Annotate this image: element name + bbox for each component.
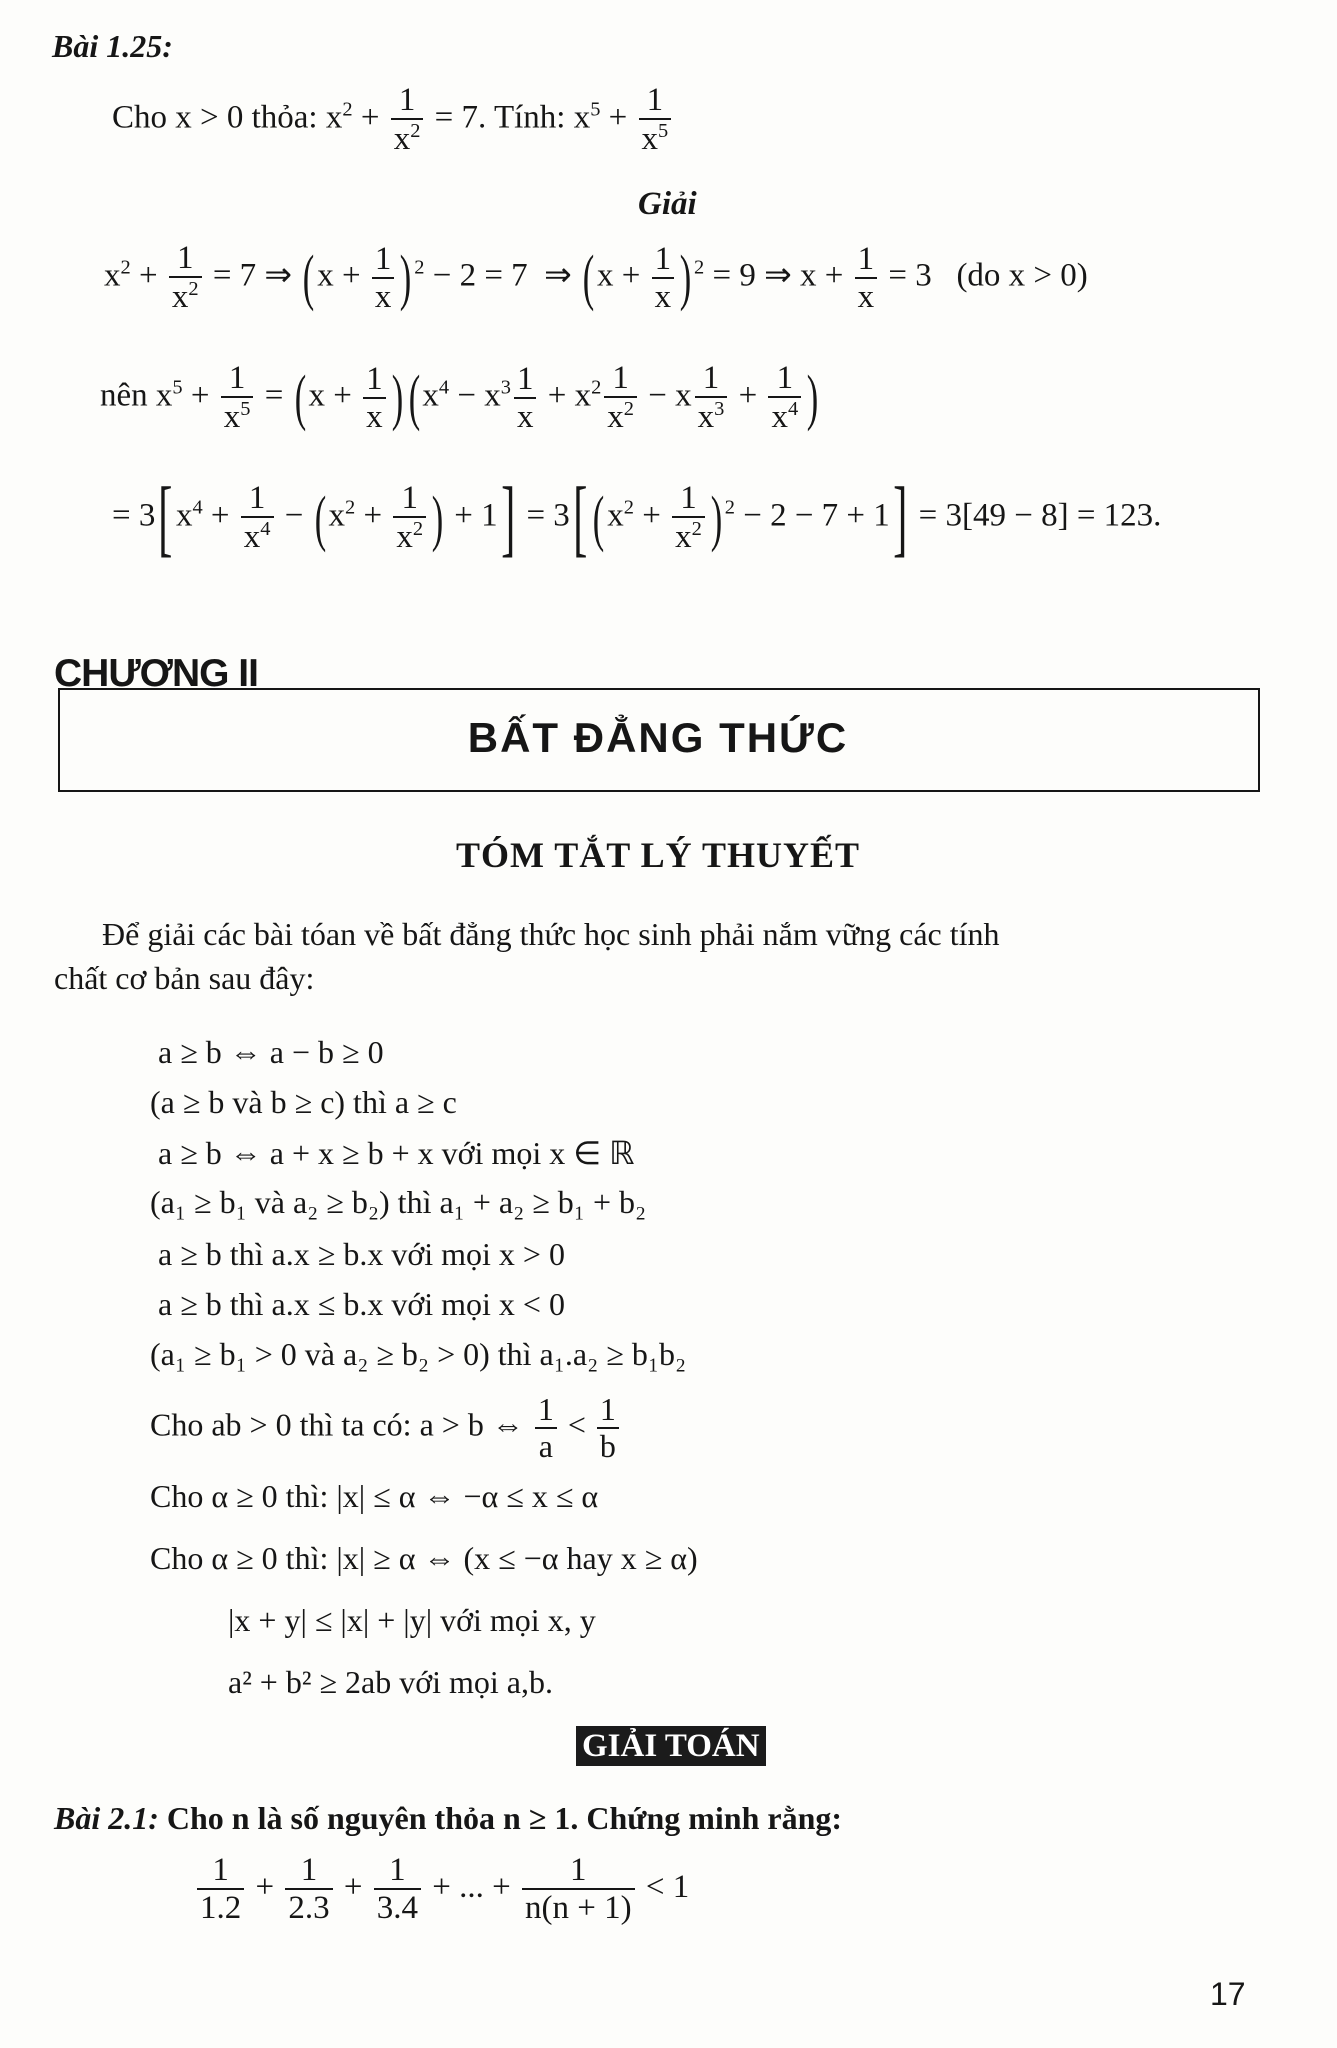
exercise-125-label: Bài 1.25: <box>52 28 173 64</box>
property-amgm: a² + b² ≥ 2ab với mọi a,b. <box>228 1664 553 1700</box>
solution-line-2: nên $x^5$ + $\frac{1}{x^5}$ = (x + $\frac{1}{x}$ )($x^4 - x^3$ $\frac{1}{x}$ + $x^2$ $\frac{1}{x^2}$ − x $\frac{1}{x^3}$ + $\frac{1}{x^4}$ ) <box>100 360 819 436</box>
exercise-21-formula: $\frac{1}{1.2}$ + $\frac{1}{2.3}$ + $\frac{1}{3.4}$ + ... + $\frac{1}{n(n + 1)}$ < 1 <box>194 1852 689 1927</box>
solve-badge-label: GIẢI TOÁN <box>576 1726 766 1766</box>
chapter-title: BẤT ĐẲNG THỨC <box>467 714 849 761</box>
property-triangle: |x + y| ≤ |x| + |y| với mọi x, y <box>228 1602 596 1638</box>
statement-prefix: Cho x > 0 thỏa: <box>112 99 318 136</box>
solve-badge <box>576 1728 766 1765</box>
property-3: a ≥ b ⇔ a + x ≥ b + x với mọi x ∈ ℝ <box>158 1135 635 1171</box>
exercise-125-statement: Cho x > 0 thỏa: $x^2$ + $\frac{1}{x^2}$ = 7. Tính: $x^5$ + $\frac{1}{x^5}$ <box>112 82 674 158</box>
property-5: a ≥ b thì a.x ≥ b.x với mọi x > 0 <box>158 1236 565 1272</box>
property-2: (a ≥ b và b ≥ c) thì a ≥ c <box>150 1084 457 1120</box>
exercise-21 <box>54 1800 842 1837</box>
solution-line-1: $x^2$ + $\frac{1}{x^2}$ = 7 ⇒ (x + $\frac{1}{x}$ ) $^2$ − 2 = 7 ⇒ (x + $\frac{1}{x}$ ) $^2$ = 9 ⇒ x + $\frac{1}{x}$ = 3 (do x > 0) <box>104 240 1088 316</box>
summary-intro-line-1: Để giải các bài tóan về bất đẳng thức học sinh phải nắm vững các tính <box>102 916 1000 952</box>
property-4: (a₁ ≥ b₁ và a₂ ≥ b₂) thì a₁ + a₂ ≥ b₁ + b₂ <box>150 1184 647 1220</box>
statement-ask: Tính: <box>493 99 566 136</box>
property-reciprocal: Cho ab > 0 thì ta có: a > b ⇔ $\frac{1}{a}$ < $\frac{1}{b}$ <box>150 1392 622 1464</box>
exercise-21-text: Cho n là số nguyên thỏa n ≥ 1. Chứng minh rằng: <box>166 1800 843 1836</box>
exercise-21-label: Bài 2.1: <box>54 1800 159 1836</box>
page-number: 17 <box>1210 1976 1246 2012</box>
property-abs-1: Cho α ≥ 0 thì: |x| ≤ α ⇔ −α ≤ x ≤ α <box>150 1478 599 1514</box>
chapter-box-top <box>58 688 258 690</box>
solution-line-3: = $3[x^4$ + $\frac{1}{x^4}$ − ($x^2$ + $\frac{1}{x^2}$ ) + $1] = 3[(x^2$ + $\frac{1}{x^2}$ ) $^2$ − 2 − 7 + 1] = 3[49 − 8] = 123. <box>112 470 1162 565</box>
property-abs-2: Cho α ≥ 0 thì: |x| ≥ α ⇔ (x ≤ −α hay x ≥ α) <box>150 1540 698 1576</box>
property-6: a ≥ b thì a.x ≤ b.x với mọi x < 0 <box>158 1286 565 1322</box>
property-7: (a₁ ≥ b₁ > 0 và a₂ ≥ b₂ > 0) thì a₁.a₂ ≥ b₁b₂ <box>150 1336 687 1372</box>
solution-heading: Giải <box>638 186 697 222</box>
property-1: a ≥ b ⇔ a − b ≥ 0 <box>158 1034 384 1070</box>
reciprocal-prefix: Cho ab > 0 thì ta có: a > b ⇔ <box>150 1406 524 1443</box>
summary-intro-line-2: chất cơ bản sau đây: <box>54 960 315 996</box>
summary-heading: TÓM TẮT LÝ THUYẾT <box>455 835 861 875</box>
chapter-label: CHƯƠNG II <box>54 652 258 695</box>
